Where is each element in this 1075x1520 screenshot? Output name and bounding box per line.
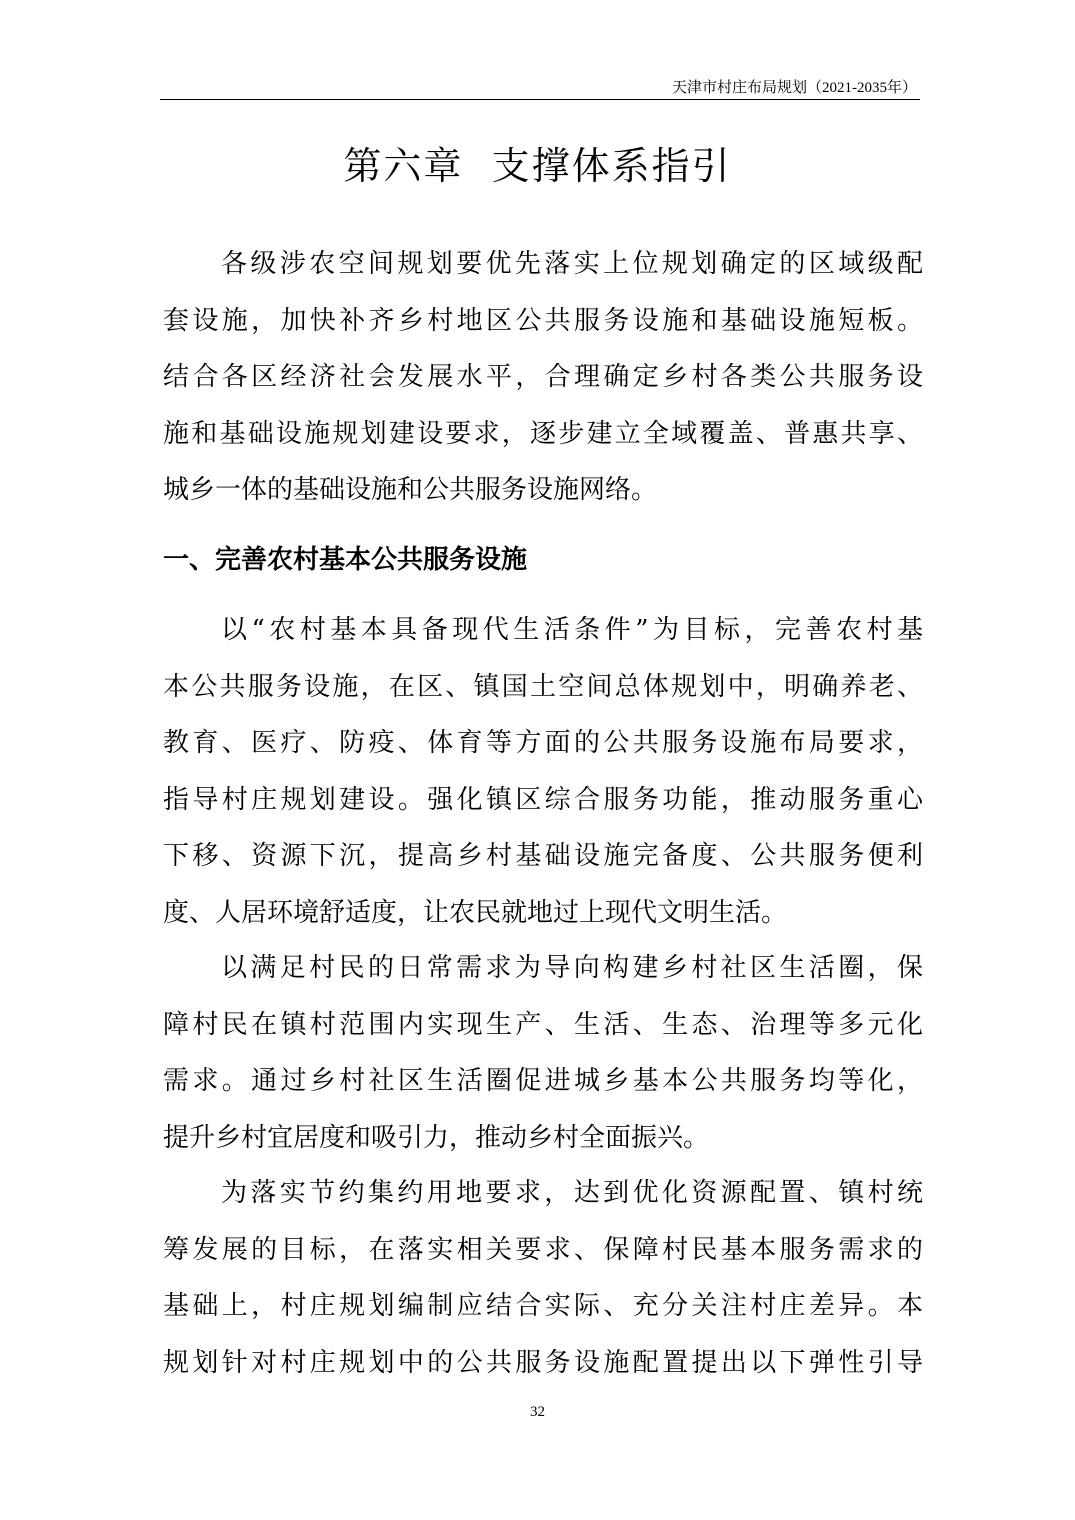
header-divider (160, 99, 920, 100)
intro-paragraph (163, 236, 923, 519)
paragraph-line: 基础上，村庄规划编制应结合实际、充分关注村庄差异。本 (163, 1291, 923, 1321)
paragraph-line: 为落实节约集约用地要求，达到优化资源配置、镇村统 (221, 1178, 923, 1208)
paragraph-line: 筹发展的目标，在落实相关要求、保障村民基本服务需求的 (163, 1234, 923, 1265)
paragraph-line: 城乡一体的基础设施和公共服务设施网络。 (163, 475, 658, 505)
paragraph-line: 下移、资源下沉，提高乡村基础设施完备度、公共服务便利 (163, 841, 923, 871)
paragraph-line: 套设施，加快补齐乡村地区公共服务设施和基础设施短板。 (163, 305, 923, 336)
paragraph-line: 需求。通过乡村社区生活圈促进城乡基本公共服务均等化， (163, 1066, 923, 1096)
section-heading: 一、完善农村基本公共服务设施 (163, 545, 528, 575)
paragraph-line: 施和基础设施规划建设要求，逐步建立全域覆盖、普惠共享、 (163, 418, 923, 449)
paragraph-line: 以满足村民的日常需求为导向构建乡村社区生活圈，保 (221, 953, 923, 983)
section-paragraph-3 (163, 1165, 923, 1391)
paragraph-line: 规划针对村庄规划中的公共服务设施配置提出以下弹性引导 (163, 1347, 923, 1378)
paragraph-line: 度、人居环境舒适度，让农民就地过上现代文明生活。 (163, 897, 788, 928)
section-paragraph-1 (163, 602, 923, 941)
paragraph-line: 各级涉农空间规划要优先落实上位规划确定的区域级配 (221, 249, 923, 279)
chapter-title: 第六章 支撑体系指引 (343, 144, 732, 188)
paragraph-line: 提升乡村宜居度和吸引力，推动乡村全面振兴。 (163, 1122, 710, 1153)
paragraph-line: 结合各区经济社会发展水平，合理确定乡村各类公共服务设 (163, 362, 923, 392)
paragraph-line: 教育、医疗、防疫、体育等方面的公共服务设施布局要求， (163, 728, 923, 758)
paragraph-line: 本公共服务设施，在区、镇国土空间总体规划中，明确养老、 (163, 671, 923, 702)
page-number: 32 (530, 1404, 545, 1420)
paragraph-line: 指导村庄规划建设。强化镇区综合服务功能，推动服务重心 (163, 784, 923, 815)
paragraph-line: 以“农村基本具备现代生活条件”为目标，完善农村基 (221, 615, 923, 645)
section-paragraph-2 (163, 940, 923, 1166)
running-header: 天津市村庄布局规划（2021-2035年） (672, 80, 917, 96)
paragraph-line: 障村民在镇村范围内实现生产、生活、生态、治理等多元化 (163, 1009, 923, 1040)
